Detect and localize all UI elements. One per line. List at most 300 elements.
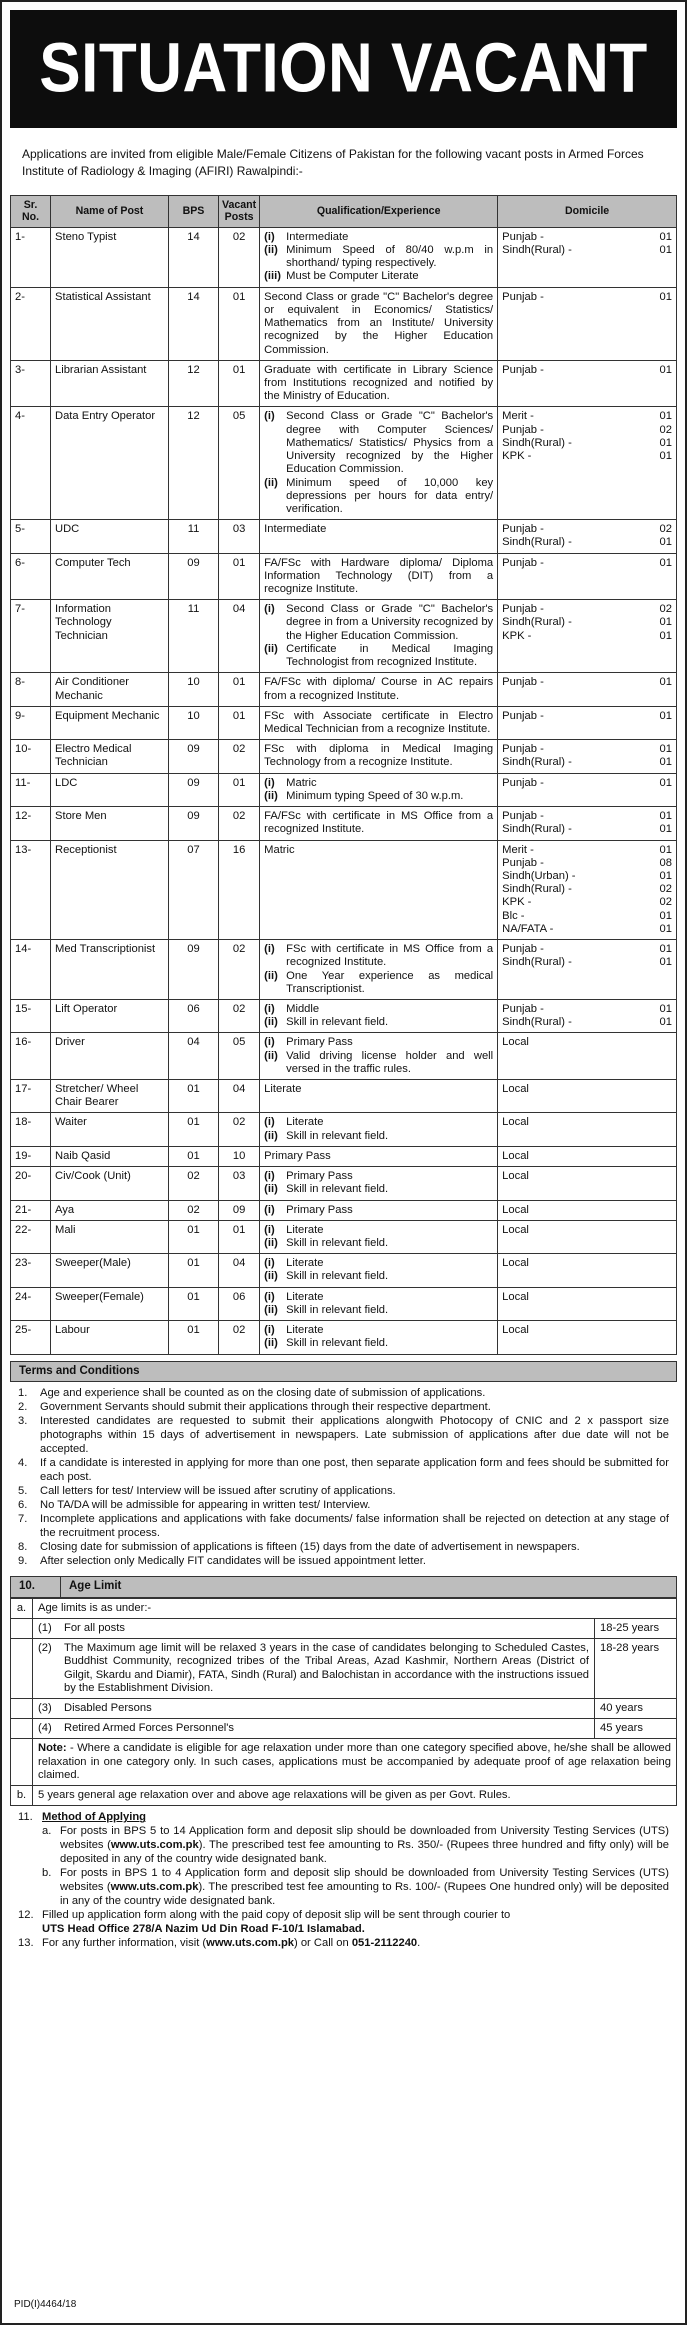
domicile-quota: 08 — [659, 856, 672, 869]
table-row — [11, 673, 677, 706]
age-years: 40 years — [595, 1698, 677, 1718]
age-category-cell — [33, 1618, 595, 1638]
bps-value: 09 — [169, 940, 219, 1000]
domicile-quota: 01 — [659, 436, 672, 449]
vacant-posts: 01 — [219, 553, 260, 600]
domicile-item — [502, 523, 672, 536]
age-note-text: - Where a candidate is eligible for age relaxation under more than one category specified above, he/she shall be allowed relaxation in one category only. In such cases, applications must be accompanied by adequate proof of age relaxation being claimed. — [38, 1742, 671, 1781]
qualification-item — [264, 1016, 493, 1029]
qualification-text: Literate — [264, 1083, 302, 1096]
domicile-item — [502, 1003, 672, 1016]
qualification-roman: (ii) — [264, 476, 278, 489]
col-header-bps: BPS — [169, 195, 219, 227]
terms-item-text: Interested candidates are requested to submit their applications alongwith Photocopy of CNIC and 2 x passport size photographs within 15 days of advertisement in newspapers. Late submission of applications after due date will not be accepted. — [40, 1415, 669, 1456]
domicile-item — [502, 857, 672, 870]
age-row-b — [11, 1786, 677, 1806]
vacant-posts: 01 — [219, 673, 260, 706]
vacant-posts: 02 — [219, 1113, 260, 1146]
bps-value: 14 — [169, 227, 219, 287]
vacant-posts: 09 — [219, 1200, 260, 1220]
bps-value: 01 — [169, 1113, 219, 1146]
qualification-roman: (i) — [264, 1170, 275, 1183]
terms-item-text: Age and experience shall be counted as on the closing date of submission of applications. — [40, 1387, 486, 1400]
intro-paragraph: Applications are invited from eligible Male/Female Citizens of Pakistan for the following vacant posts in Armed Forces Institute of Radiology & Imaging (AFIRI) Rawalpindi:- — [22, 147, 644, 179]
qualification-item — [264, 291, 493, 357]
qualification-item — [264, 410, 493, 476]
domicile-region: Punjab - — [502, 556, 544, 569]
method-title: Method of Applying — [42, 1811, 146, 1824]
post-name: Steno Typist — [51, 227, 169, 287]
domicile-item — [502, 616, 672, 629]
domicile-quota: 01 — [659, 676, 672, 689]
domicile-region: Punjab - — [502, 290, 544, 303]
table-row — [11, 807, 677, 840]
domicile-region: Punjab - — [502, 709, 544, 722]
row-serial: 3- — [11, 360, 51, 407]
qualification-cell — [260, 1080, 498, 1113]
qualification-cell — [260, 807, 498, 840]
uts-website-link[interactable]: www.uts.com.pk — [110, 1881, 199, 1894]
age-category-number: (4) — [38, 1722, 52, 1735]
domicile-region: Punjab - — [502, 523, 544, 536]
table-row — [11, 706, 677, 739]
qualification-item — [264, 1036, 493, 1049]
bps-value: 04 — [169, 1033, 219, 1080]
qualification-cell — [260, 1200, 498, 1220]
qualification-text: Literate — [286, 1116, 324, 1129]
domicile-region: Punjab - — [502, 230, 544, 243]
domicile-region: Punjab - — [502, 943, 544, 956]
qualification-item — [264, 777, 493, 790]
table-row — [11, 407, 677, 520]
row-serial: 6- — [11, 553, 51, 600]
row-serial: 24- — [11, 1287, 51, 1320]
age-category-cell — [33, 1698, 595, 1718]
terms-item — [18, 1484, 669, 1498]
qualification-text: One Year experience as medical Transcriptionist. — [286, 969, 494, 995]
method-heading — [18, 1810, 669, 1824]
qualification-text: Graduate with certificate in Library Science from Institutions recognized and notified by the Ministry of Education. — [264, 363, 494, 403]
qualification-roman: (ii) — [264, 1337, 278, 1350]
bps-value: 11 — [169, 520, 219, 553]
vacant-posts: 03 — [219, 520, 260, 553]
vacant-posts: 01 — [219, 1220, 260, 1253]
qualification-cell — [260, 1287, 498, 1320]
domicile-cell — [498, 520, 677, 553]
qualification-item — [264, 1291, 493, 1304]
terms-item-number: 1. — [18, 1387, 28, 1400]
qualification-text: Matric — [286, 776, 317, 789]
domicile-quota: 02 — [659, 603, 672, 616]
qualification-roman: (ii) — [264, 1237, 278, 1249]
age-category-cell — [33, 1639, 595, 1699]
qualification-item — [264, 1130, 493, 1143]
domicile-item — [502, 943, 672, 956]
terms-item-text: Call letters for test/ Interview will be issued after scrutiny of applications. — [40, 1485, 396, 1498]
age-category-text: Disabled Persons — [64, 1701, 152, 1714]
domicile-cell — [498, 940, 677, 1000]
qualification-cell — [260, 287, 498, 360]
vacant-posts: 03 — [219, 1167, 260, 1200]
domicile-cell — [498, 1254, 677, 1287]
qualification-text: Minimum speed of 10,000 key depressions per hours for data entry/ verification. — [286, 476, 494, 515]
qualification-text: Matric — [264, 843, 295, 856]
domicile-item — [502, 1170, 672, 1183]
bps-value: 07 — [169, 840, 219, 940]
age-row — [11, 1639, 677, 1699]
bps-value: 12 — [169, 407, 219, 520]
age-note-cell — [33, 1739, 677, 1786]
vacant-posts: 02 — [219, 740, 260, 773]
domicile-item — [502, 291, 672, 304]
terms-item — [18, 1540, 669, 1554]
method-section — [10, 1806, 677, 1950]
row-serial: 22- — [11, 1220, 51, 1253]
qualification-roman: (i) — [264, 603, 275, 616]
table-row — [11, 1146, 677, 1166]
domicile-item — [502, 1036, 672, 1049]
post-name: Aya — [51, 1200, 169, 1220]
bps-value: 01 — [169, 1254, 219, 1287]
post-name: Information Technology Technician — [51, 600, 169, 673]
domicile-region: Sindh(Rural) - — [502, 883, 572, 896]
domicile-cell — [498, 553, 677, 600]
qualification-item — [264, 790, 493, 803]
table-row — [11, 227, 677, 287]
qualification-text: Intermediate — [264, 523, 327, 536]
qualification-text: Skill in relevant field. — [286, 1237, 389, 1249]
terms-item-text: If a candidate is interested in applying for more than one post, then separate application form and fees should be submitted for each post. — [40, 1457, 669, 1484]
table-row — [11, 740, 677, 773]
terms-item — [18, 1400, 669, 1414]
domicile-item — [502, 1291, 672, 1304]
table-row — [11, 1321, 677, 1354]
table-row — [11, 1287, 677, 1320]
vacant-posts: 01 — [219, 360, 260, 407]
age-blank-cell — [11, 1618, 33, 1638]
domicile-quota: 01 — [659, 290, 672, 303]
row-serial: 5- — [11, 520, 51, 553]
domicile-quota: 01 — [659, 556, 672, 569]
qualification-item — [264, 603, 493, 643]
qualification-cell — [260, 407, 498, 520]
domicile-cell — [498, 740, 677, 773]
qualification-text: Skill in relevant field. — [286, 1016, 389, 1029]
vacant-posts: 02 — [219, 999, 260, 1032]
domicile-item — [502, 956, 672, 969]
table-row — [11, 520, 677, 553]
qualification-roman: (i) — [264, 943, 275, 956]
domicile-quota: 01 — [659, 1002, 672, 1015]
qualification-item — [264, 1304, 493, 1317]
qualification-item — [264, 743, 493, 769]
qualification-text: Skill in relevant field. — [286, 1270, 389, 1283]
post-name: Sweeper(Female) — [51, 1287, 169, 1320]
domicile-item — [502, 676, 672, 689]
domicile-cell — [498, 1167, 677, 1200]
qualification-item — [264, 1183, 493, 1196]
bps-value: 06 — [169, 999, 219, 1032]
qualification-text: FSc with diploma in Medical Imaging Technology from a recognize Institute. — [264, 743, 494, 769]
domicile-item — [502, 823, 672, 836]
row-serial: 16- — [11, 1033, 51, 1080]
age-category-cell — [33, 1719, 595, 1739]
domicile-item — [502, 844, 672, 857]
age-category — [38, 1702, 589, 1715]
age-category — [38, 1642, 589, 1695]
domicile-region: Local — [502, 1116, 529, 1129]
domicile-cell — [498, 407, 677, 520]
terms-item — [18, 1414, 669, 1456]
domicile-item — [502, 1116, 672, 1129]
row-serial: 20- — [11, 1167, 51, 1200]
row-serial: 11- — [11, 773, 51, 806]
post-name: Electro Medical Technician — [51, 740, 169, 773]
age-category-text: For all posts — [64, 1621, 125, 1634]
terms-list — [10, 1382, 677, 1572]
row-serial: 12- — [11, 807, 51, 840]
vacant-posts: 01 — [219, 287, 260, 360]
post-name: Data Entry Operator — [51, 407, 169, 520]
qualification-text: Primary Pass — [264, 1149, 331, 1162]
row-serial: 14- — [11, 940, 51, 1000]
qualification-cell — [260, 1167, 498, 1200]
qualification-roman: (i) — [264, 230, 275, 243]
row-serial: 17- — [11, 1080, 51, 1113]
qualification-cell — [260, 520, 498, 553]
vacant-posts: 10 — [219, 1146, 260, 1166]
bps-value: 14 — [169, 287, 219, 360]
age-letter-a: a. — [11, 1598, 33, 1618]
table-row — [11, 773, 677, 806]
method-number: 11. — [18, 1811, 33, 1824]
domicile-quota: 01 — [659, 629, 672, 642]
domicile-quota: 02 — [659, 883, 672, 896]
post-name: Sweeper(Male) — [51, 1254, 169, 1287]
age-row — [11, 1618, 677, 1638]
post-name: UDC — [51, 520, 169, 553]
bps-value: 02 — [169, 1200, 219, 1220]
qualification-item — [264, 1257, 493, 1270]
method-b-text: For posts in BPS 1 to 4 Application form and deposit slip should be downloaded from University Testing Services (UTS) websites ( — [60, 1867, 669, 1894]
table-row — [11, 1220, 677, 1253]
qualification-item — [264, 244, 493, 270]
qualification-cell — [260, 1254, 498, 1287]
table-row — [11, 940, 677, 1000]
bps-value: 10 — [169, 706, 219, 739]
qualification-roman: (i) — [264, 1324, 275, 1337]
domicile-item — [502, 536, 672, 549]
qualification-item — [264, 1237, 493, 1250]
domicile-quota: 01 — [659, 776, 672, 789]
table-row — [11, 1113, 677, 1146]
contact-text: For any further information, visit ( — [42, 1937, 207, 1950]
qualification-item — [264, 1324, 493, 1337]
qualification-item — [264, 1204, 493, 1217]
domicile-region: Merit - — [502, 410, 534, 423]
age-row-a — [11, 1598, 677, 1618]
post-name: Driver — [51, 1033, 169, 1080]
terms-item-text: No TA/DA will be admissible for appearing in written test/ Interview. — [40, 1499, 371, 1512]
qualification-cell — [260, 1220, 498, 1253]
qualification-text: Skill in relevant field. — [286, 1183, 389, 1196]
bps-value: 10 — [169, 673, 219, 706]
qualification-roman: (i) — [264, 776, 275, 789]
domicile-quota: 02 — [659, 523, 672, 536]
domicile-cell — [498, 807, 677, 840]
domicile-cell — [498, 1146, 677, 1166]
qualification-item — [264, 676, 493, 702]
domicile-region: Sindh(Rural) - — [502, 823, 572, 836]
domicile-region: Local — [502, 1083, 529, 1096]
qualification-item — [264, 1224, 493, 1237]
domicile-region: Sindh(Rural) - — [502, 616, 572, 629]
vacant-posts: 04 — [219, 1080, 260, 1113]
domicile-quota: 01 — [659, 363, 672, 376]
age-category — [38, 1622, 589, 1635]
row-serial: 19- — [11, 1146, 51, 1166]
bps-value: 11 — [169, 600, 219, 673]
domicile-region: Punjab - — [502, 1002, 544, 1015]
domicile-item — [502, 756, 672, 769]
domicile-quota: 01 — [659, 843, 672, 856]
qualification-roman: (ii) — [264, 789, 278, 802]
domicile-region: Punjab - — [502, 856, 544, 869]
domicile-quota: 01 — [659, 869, 672, 882]
terms-item-text: After selection only Medically FIT candidates will be issued appointment letter. — [40, 1555, 426, 1568]
domicile-item — [502, 1224, 672, 1237]
item-number-12: 12. — [18, 1909, 34, 1922]
domicile-item — [502, 883, 672, 896]
domicile-region: NA/FATA - — [502, 922, 554, 935]
domicile-item — [502, 923, 672, 936]
col-header-qualification: Qualification/Experience — [260, 195, 498, 227]
terms-item-text: Incomplete applications and applications with fake documents/ false information shall be rejected on detection at any stage of the recruitment process. — [40, 1513, 669, 1540]
qualification-cell — [260, 553, 498, 600]
post-name: Waiter — [51, 1113, 169, 1146]
terms-item — [18, 1456, 669, 1484]
qualification-roman: (ii) — [264, 1129, 278, 1142]
pid-number: PID(I)4464/18 — [14, 2299, 77, 2311]
domicile-quota: 01 — [659, 536, 672, 549]
domicile-quota: 01 — [659, 450, 672, 463]
age-note-label: Note: — [38, 1742, 67, 1755]
method-item-12 — [18, 1908, 669, 1936]
col-header-vacant: Vacant Posts — [219, 195, 260, 227]
qualification-roman: (ii) — [264, 642, 278, 655]
qualification-text: Literate — [286, 1324, 324, 1337]
domicile-cell — [498, 1080, 677, 1113]
uts-head-office-address: UTS Head Office 278/A Nazim Ud Din Road F-10/1 Islamabad. — [42, 1923, 365, 1936]
qualification-roman: (i) — [264, 1290, 275, 1303]
bps-value: 09 — [169, 553, 219, 600]
age-limit-number: 10. — [11, 1577, 61, 1597]
age-limit-table — [10, 1598, 677, 1807]
qualification-item — [264, 1270, 493, 1283]
qualification-cell — [260, 740, 498, 773]
domicile-item — [502, 244, 672, 257]
age-blank-cell — [11, 1698, 33, 1718]
qualification-item — [264, 1170, 493, 1183]
domicile-region: Punjab - — [502, 363, 544, 376]
domicile-region: Punjab - — [502, 743, 544, 756]
method-letter-a: a. — [42, 1825, 52, 1838]
domicile-quota: 01 — [659, 1016, 672, 1029]
qualification-text: Minimum typing Speed of 30 w.p.m. — [286, 789, 464, 802]
qualification-text: Skill in relevant field. — [286, 1129, 389, 1142]
domicile-region: Merit - — [502, 843, 534, 856]
domicile-region: Punjab - — [502, 676, 544, 689]
terms-item-text: Government Servants should submit their applications through their respective department. — [40, 1401, 491, 1414]
qualification-roman: (ii) — [264, 1016, 278, 1029]
terms-item-number: 2. — [18, 1401, 28, 1414]
domicile-item — [502, 1324, 672, 1337]
domicile-quota: 01 — [659, 756, 672, 769]
row-serial: 13- — [11, 840, 51, 940]
qualification-item — [264, 943, 493, 969]
terms-item-number: 8. — [18, 1541, 28, 1554]
contact-phone[interactable]: 051-2112240 — [351, 1937, 418, 1950]
post-name: Statistical Assistant — [51, 287, 169, 360]
page-title: SITUATION VACANT — [39, 30, 648, 108]
bps-value: 01 — [169, 1220, 219, 1253]
vacant-posts: 04 — [219, 1254, 260, 1287]
domicile-region: Sindh(Rural) - — [502, 956, 572, 969]
vacant-posts: 06 — [219, 1287, 260, 1320]
qualification-item — [264, 270, 493, 283]
row-serial: 8- — [11, 673, 51, 706]
domicile-quota: 02 — [659, 423, 672, 436]
terms-item — [18, 1498, 669, 1512]
domicile-region: Punjab - — [502, 776, 544, 789]
courier-instruction: Filled up application form along with the paid copy of deposit slip will be sent through courier to — [42, 1909, 511, 1922]
qualification-item — [264, 844, 493, 857]
age-b-text: 5 years general age relaxation over and above age relaxations will be given as per Govt. Rules. — [33, 1786, 677, 1806]
vacant-posts: 01 — [219, 773, 260, 806]
vacancy-table-body — [11, 227, 677, 1354]
qualification-text: Middle — [286, 1002, 320, 1015]
age-letter-b: b. — [11, 1786, 33, 1806]
uts-website-link[interactable]: www.uts.com.pk — [110, 1839, 199, 1852]
age-category-text: Retired Armed Forces Personnel's — [64, 1722, 235, 1735]
bps-value: 01 — [169, 1321, 219, 1354]
uts-website-link[interactable]: www.uts.com.pk — [206, 1937, 294, 1950]
terms-item-number: 7. — [18, 1513, 28, 1526]
qualification-cell — [260, 673, 498, 706]
domicile-quota: 01 — [659, 956, 672, 969]
age-limit-heading — [10, 1576, 677, 1598]
qualification-roman: (i) — [264, 1116, 275, 1129]
age-blank-cell — [11, 1719, 33, 1739]
qualification-roman: (i) — [264, 1203, 275, 1216]
age-category — [38, 1722, 589, 1735]
terms-item — [18, 1386, 669, 1400]
domicile-quota: 01 — [659, 943, 672, 956]
post-name: Equipment Mechanic — [51, 706, 169, 739]
domicile-region: Sindh(Rural) - — [502, 244, 572, 256]
domicile-region: Local — [502, 1257, 529, 1270]
qualification-roman: (i) — [264, 1257, 275, 1270]
domicile-item — [502, 1204, 672, 1217]
bps-value: 02 — [169, 1167, 219, 1200]
qualification-cell — [260, 999, 498, 1032]
qualification-item — [264, 523, 493, 536]
domicile-item — [502, 450, 672, 463]
table-row — [11, 1200, 677, 1220]
domicile-quota: 01 — [659, 922, 672, 935]
qualification-item — [264, 1083, 493, 1096]
row-serial: 1- — [11, 227, 51, 287]
